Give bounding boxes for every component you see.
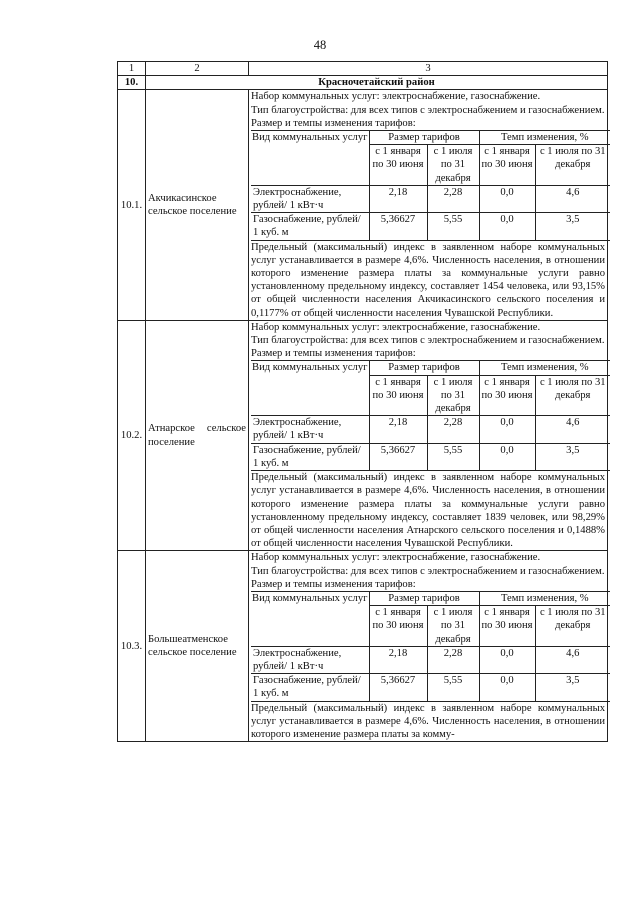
tariff-cell: 2,18	[369, 646, 427, 673]
tariff-cell: 5,55	[427, 443, 479, 470]
change-rate-header: Темп изменения, %	[479, 361, 610, 375]
rate-cell: 0,0	[479, 646, 535, 673]
settlement-name: Атнарское сельское поселение	[146, 320, 249, 550]
max-index-text: Предельный (максимальный) индекс в заявленном наборе коммунальных услуг устанавливается в размере 4,6%. Численность населения, в отношении которого изменение размера платы за комму-	[251, 702, 605, 740]
settlement-number: 10.3.	[118, 551, 146, 742]
period-header: с 1 июля по 31 декабря	[427, 606, 479, 647]
gas-label: Газоснабжение, рублей/ 1 куб. м	[251, 213, 369, 240]
rate-cell: 4,6	[535, 185, 610, 212]
tariff-title: Размер и темпы изменения тарифов:	[251, 578, 416, 590]
rate-cell: 3,5	[535, 213, 610, 240]
settlement-details	[249, 320, 608, 550]
period-header: с 1 января по 30 июня	[369, 375, 427, 416]
electricity-label: Электроснабжение, рублей/ 1 кВт·ч	[251, 416, 369, 443]
tariff-table	[251, 130, 610, 241]
services-set: Набор коммунальных услуг: электроснабжение, газоснабжение.	[251, 91, 541, 103]
column-1-number: 1	[118, 62, 146, 76]
electricity-row	[251, 185, 610, 212]
rate-cell: 0,0	[479, 674, 535, 701]
service-type-header: Вид коммунальных услуг	[251, 361, 369, 416]
rate-cell: 4,6	[535, 646, 610, 673]
settlement-name: Большеатменское сельское поселение	[146, 551, 249, 742]
gas-row	[251, 443, 610, 470]
tariff-cell: 2,28	[427, 185, 479, 212]
settlement-details	[249, 551, 608, 742]
page-number: 48	[313, 38, 327, 52]
rate-cell: 3,5	[535, 674, 610, 701]
service-type-header: Вид коммунальных услуг	[251, 131, 369, 186]
period-header: с 1 января по 30 июня	[369, 606, 427, 647]
period-header: с 1 июля по 31 декабря	[427, 145, 479, 186]
electricity-row	[251, 416, 610, 443]
period-header: с 1 января по 30 июня	[479, 375, 535, 416]
settlement-details	[249, 90, 608, 320]
gas-label: Газоснабжение, рублей/ 1 куб. м	[251, 443, 369, 470]
tariff-cell: 2,28	[427, 646, 479, 673]
tariff-cell: 5,36627	[369, 443, 427, 470]
tariff-cell: 2,18	[369, 416, 427, 443]
tariff-cell: 2,28	[427, 416, 479, 443]
max-index-text: Предельный (максимальный) индекс в заявленном наборе коммунальных услуг устанавливается в размере 4,6%. Численность населения, в отношении которого изменение размера платы за коммунальные услуги равно установленному предельному индексу, составляет 1839 человек, или 98,29% от общей численности населения Атнарского сельского поселения и 0,1488% от общей численности населения Чувашской Республики.	[251, 472, 605, 550]
column-2-number: 2	[146, 62, 249, 76]
period-header: с 1 июля по 31 декабря	[535, 375, 610, 416]
period-header: с 1 января по 30 июня	[369, 145, 427, 186]
change-rate-header: Темп изменения, %	[479, 591, 610, 605]
rate-cell: 0,0	[479, 185, 535, 212]
tariff-table	[251, 591, 610, 702]
electricity-label: Электроснабжение, рублей/ 1 кВт·ч	[251, 646, 369, 673]
tariff-cell: 5,55	[427, 213, 479, 240]
gas-row	[251, 674, 610, 701]
period-header: с 1 июля по 31 декабря	[427, 375, 479, 416]
period-header: с 1 июля по 31 декабря	[535, 145, 610, 186]
district-name: Красночетайский район	[146, 76, 608, 90]
rate-cell: 0,0	[479, 443, 535, 470]
settlement-number: 10.1.	[118, 90, 146, 320]
tariff-title: Размер и темпы изменения тарифов:	[251, 348, 416, 360]
period-header: с 1 июля по 31 декабря	[535, 606, 610, 647]
settlement-row	[118, 90, 608, 320]
electricity-row	[251, 646, 610, 673]
tariff-cell: 5,36627	[369, 213, 427, 240]
rate-cell: 3,5	[535, 443, 610, 470]
settlement-row	[118, 320, 608, 550]
rate-cell: 4,6	[535, 416, 610, 443]
improvement-type: Тип благоустройства: для всех типов с электроснабжением и газоснабжением.	[251, 335, 605, 347]
services-set: Набор коммунальных услуг: электроснабжение, газоснабжение.	[251, 321, 541, 333]
tariff-cell: 2,18	[369, 185, 427, 212]
settlement-row	[118, 551, 608, 742]
tariff-table	[251, 360, 610, 471]
settlement-name: Акчикасинское сельское поселение	[146, 90, 249, 320]
period-header: с 1 января по 30 июня	[479, 145, 535, 186]
rate-cell: 0,0	[479, 213, 535, 240]
tariff-cell: 5,36627	[369, 674, 427, 701]
change-rate-header: Темп изменения, %	[479, 131, 610, 145]
tariff-size-header: Размер тарифов	[369, 361, 479, 375]
tariff-document-table	[117, 61, 608, 742]
service-type-header: Вид коммунальных услуг	[251, 591, 369, 646]
district-row	[118, 76, 608, 90]
tariff-title: Размер и темпы изменения тарифов:	[251, 117, 416, 129]
services-set: Набор коммунальных услуг: электроснабжение, газоснабжение.	[251, 552, 541, 564]
rate-cell: 0,0	[479, 416, 535, 443]
column-number-header	[118, 62, 608, 76]
electricity-label: Электроснабжение, рублей/ 1 кВт·ч	[251, 185, 369, 212]
max-index-text: Предельный (максимальный) индекс в заявленном наборе коммунальных услуг устанавливается в размере 4,6%. Численность населения, в отношении которого изменение размера платы за коммунальные услуги равно установленному предельному индексу, составляет 1454 человека, или 93,15% от общей численности населения Акчикасинского сельского поселения и 0,1177% от общей численности населения Чувашской Республики.	[251, 241, 605, 319]
gas-label: Газоснабжение, рублей/ 1 куб. м	[251, 674, 369, 701]
improvement-type: Тип благоустройства: для всех типов с электроснабжением и газоснабжением.	[251, 565, 605, 577]
period-header: с 1 января по 30 июня	[479, 606, 535, 647]
settlement-number: 10.2.	[118, 320, 146, 550]
column-3-number: 3	[249, 62, 608, 76]
gas-row	[251, 213, 610, 240]
tariff-size-header: Размер тарифов	[369, 591, 479, 605]
improvement-type: Тип благоустройства: для всех типов с электроснабжением и газоснабжением.	[251, 104, 605, 116]
tariff-cell: 5,55	[427, 674, 479, 701]
district-number: 10.	[118, 76, 146, 90]
tariff-size-header: Размер тарифов	[369, 131, 479, 145]
